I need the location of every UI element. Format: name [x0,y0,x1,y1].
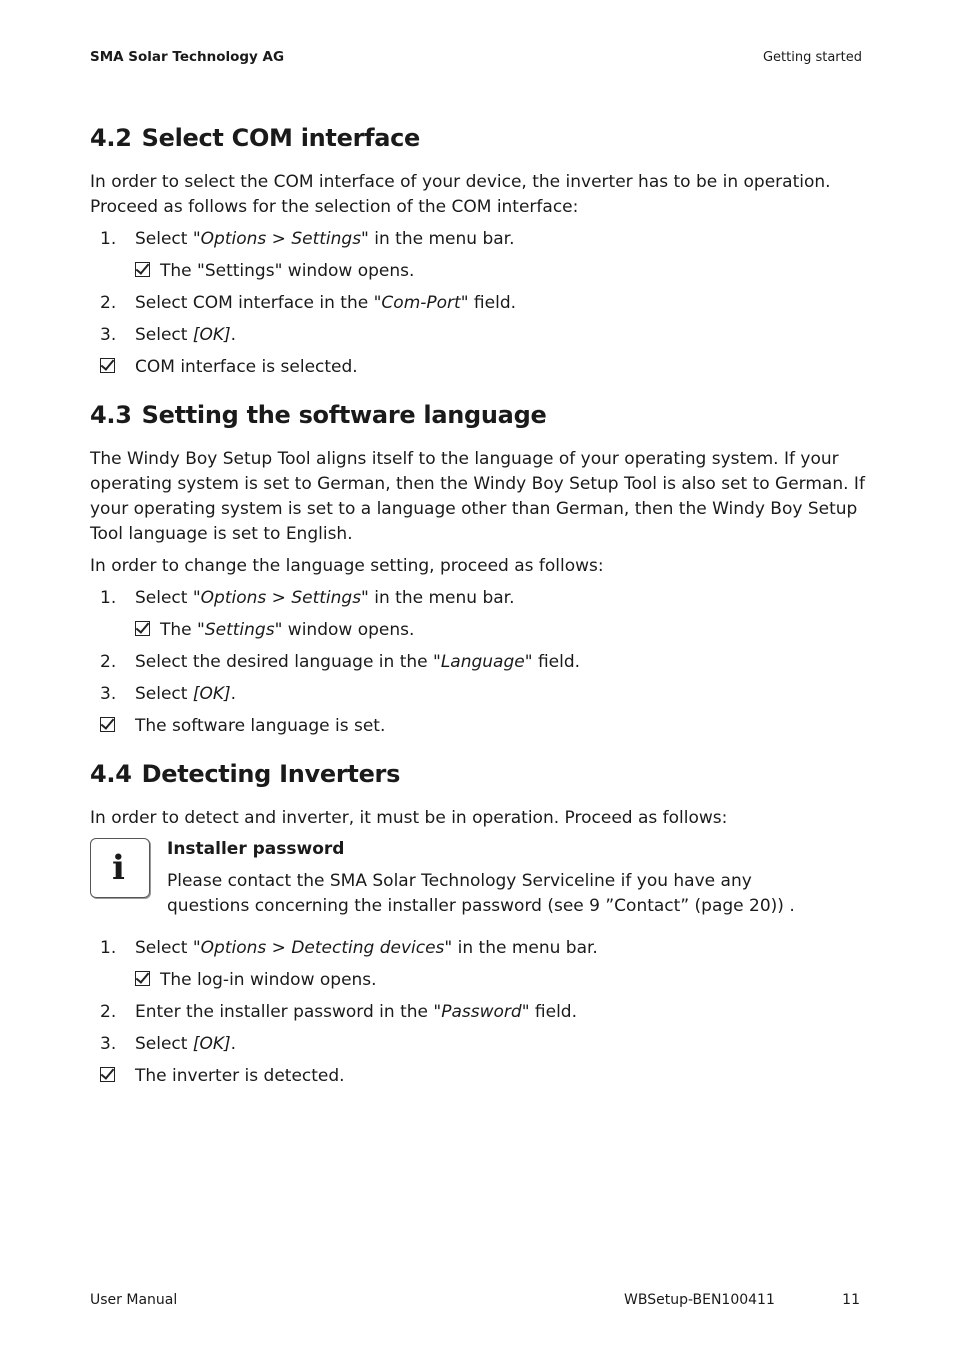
info-icon: i [90,838,150,898]
list-item: 2. Enter the installer password in the "Password" field. [100,1002,577,1022]
section-heading: 4.4 Detecting Inverters [90,760,401,788]
list-item: 3. Select [OK]. [100,1034,237,1054]
checkbox-icon [100,358,115,373]
header-chapter: Getting started [762,50,862,65]
checkbox-icon [135,621,150,636]
list-item: 3. Select [OK]. [100,684,237,704]
list-item: 1. Select "Options > Detecting devices" in the menu bar. [100,938,598,958]
section-intro: The Windy Boy Setup Tool aligns itself to the language of your operating system. If your operating system is set to German, then the Windy Boy Setup Tool is also set to German. If your operating system is set to a language other than German, then the Windy Boy Setup Tool language is set to English. [90,449,865,544]
footer-code: WBSetup-BEN100411 [624,1292,775,1308]
checkbox-icon [135,971,150,986]
section-intro-2: In order to change the language setting, proceed as follows: [90,556,604,576]
list-item-result: The log-in window opens. [90,968,870,1000]
final-result: The software language is set. [90,714,870,746]
header-company: SMA Solar Technology AG [90,49,285,65]
section-4-4 [90,760,870,831]
final-result: COM interface is selected. [90,355,870,387]
section-4-4-steps [90,936,870,1096]
checkbox-icon [100,717,115,732]
list-item: 2. Select the desired language in the "Language" field. [100,652,581,672]
page-number: 11 [842,1292,860,1308]
list-item: 1. Select "Options > Settings" in the menu bar. [100,588,515,608]
note-text: Please contact the SMA Solar Technology Serviceline if you have any questions concerning the installer password (see 9 ”Contact” (page 20)) . [167,871,795,916]
checkbox-icon [100,1067,115,1082]
section-4-2 [90,124,870,387]
section-intro: In order to select the COM interface of your device, the inverter has to be in operation. Proceed as follows for the selection of the COM interface: [90,172,831,217]
footer-doc: User Manual [90,1292,178,1308]
final-result: The inverter is detected. [90,1064,870,1096]
list-item: 1. Select "Options > Settings" in the menu bar. [100,229,515,249]
section-heading: 4.2 Select COM interface [90,124,421,152]
checkbox-icon [135,262,150,277]
note-title: Installer password [167,839,345,859]
section-heading: 4.3 Setting the software language [90,401,547,429]
list-item: 3. Select [OK]. [100,325,237,345]
info-note [167,837,807,919]
list-item: 2. Select COM interface in the "Com-Port" field. [100,293,517,313]
section-intro: In order to detect and inverter, it must be in operation. Proceed as follows: [90,808,728,828]
list-item-result: The "Settings" window opens. [90,259,870,291]
list-item-result: The "Settings" window opens. [90,618,870,650]
section-4-3 [90,401,870,746]
